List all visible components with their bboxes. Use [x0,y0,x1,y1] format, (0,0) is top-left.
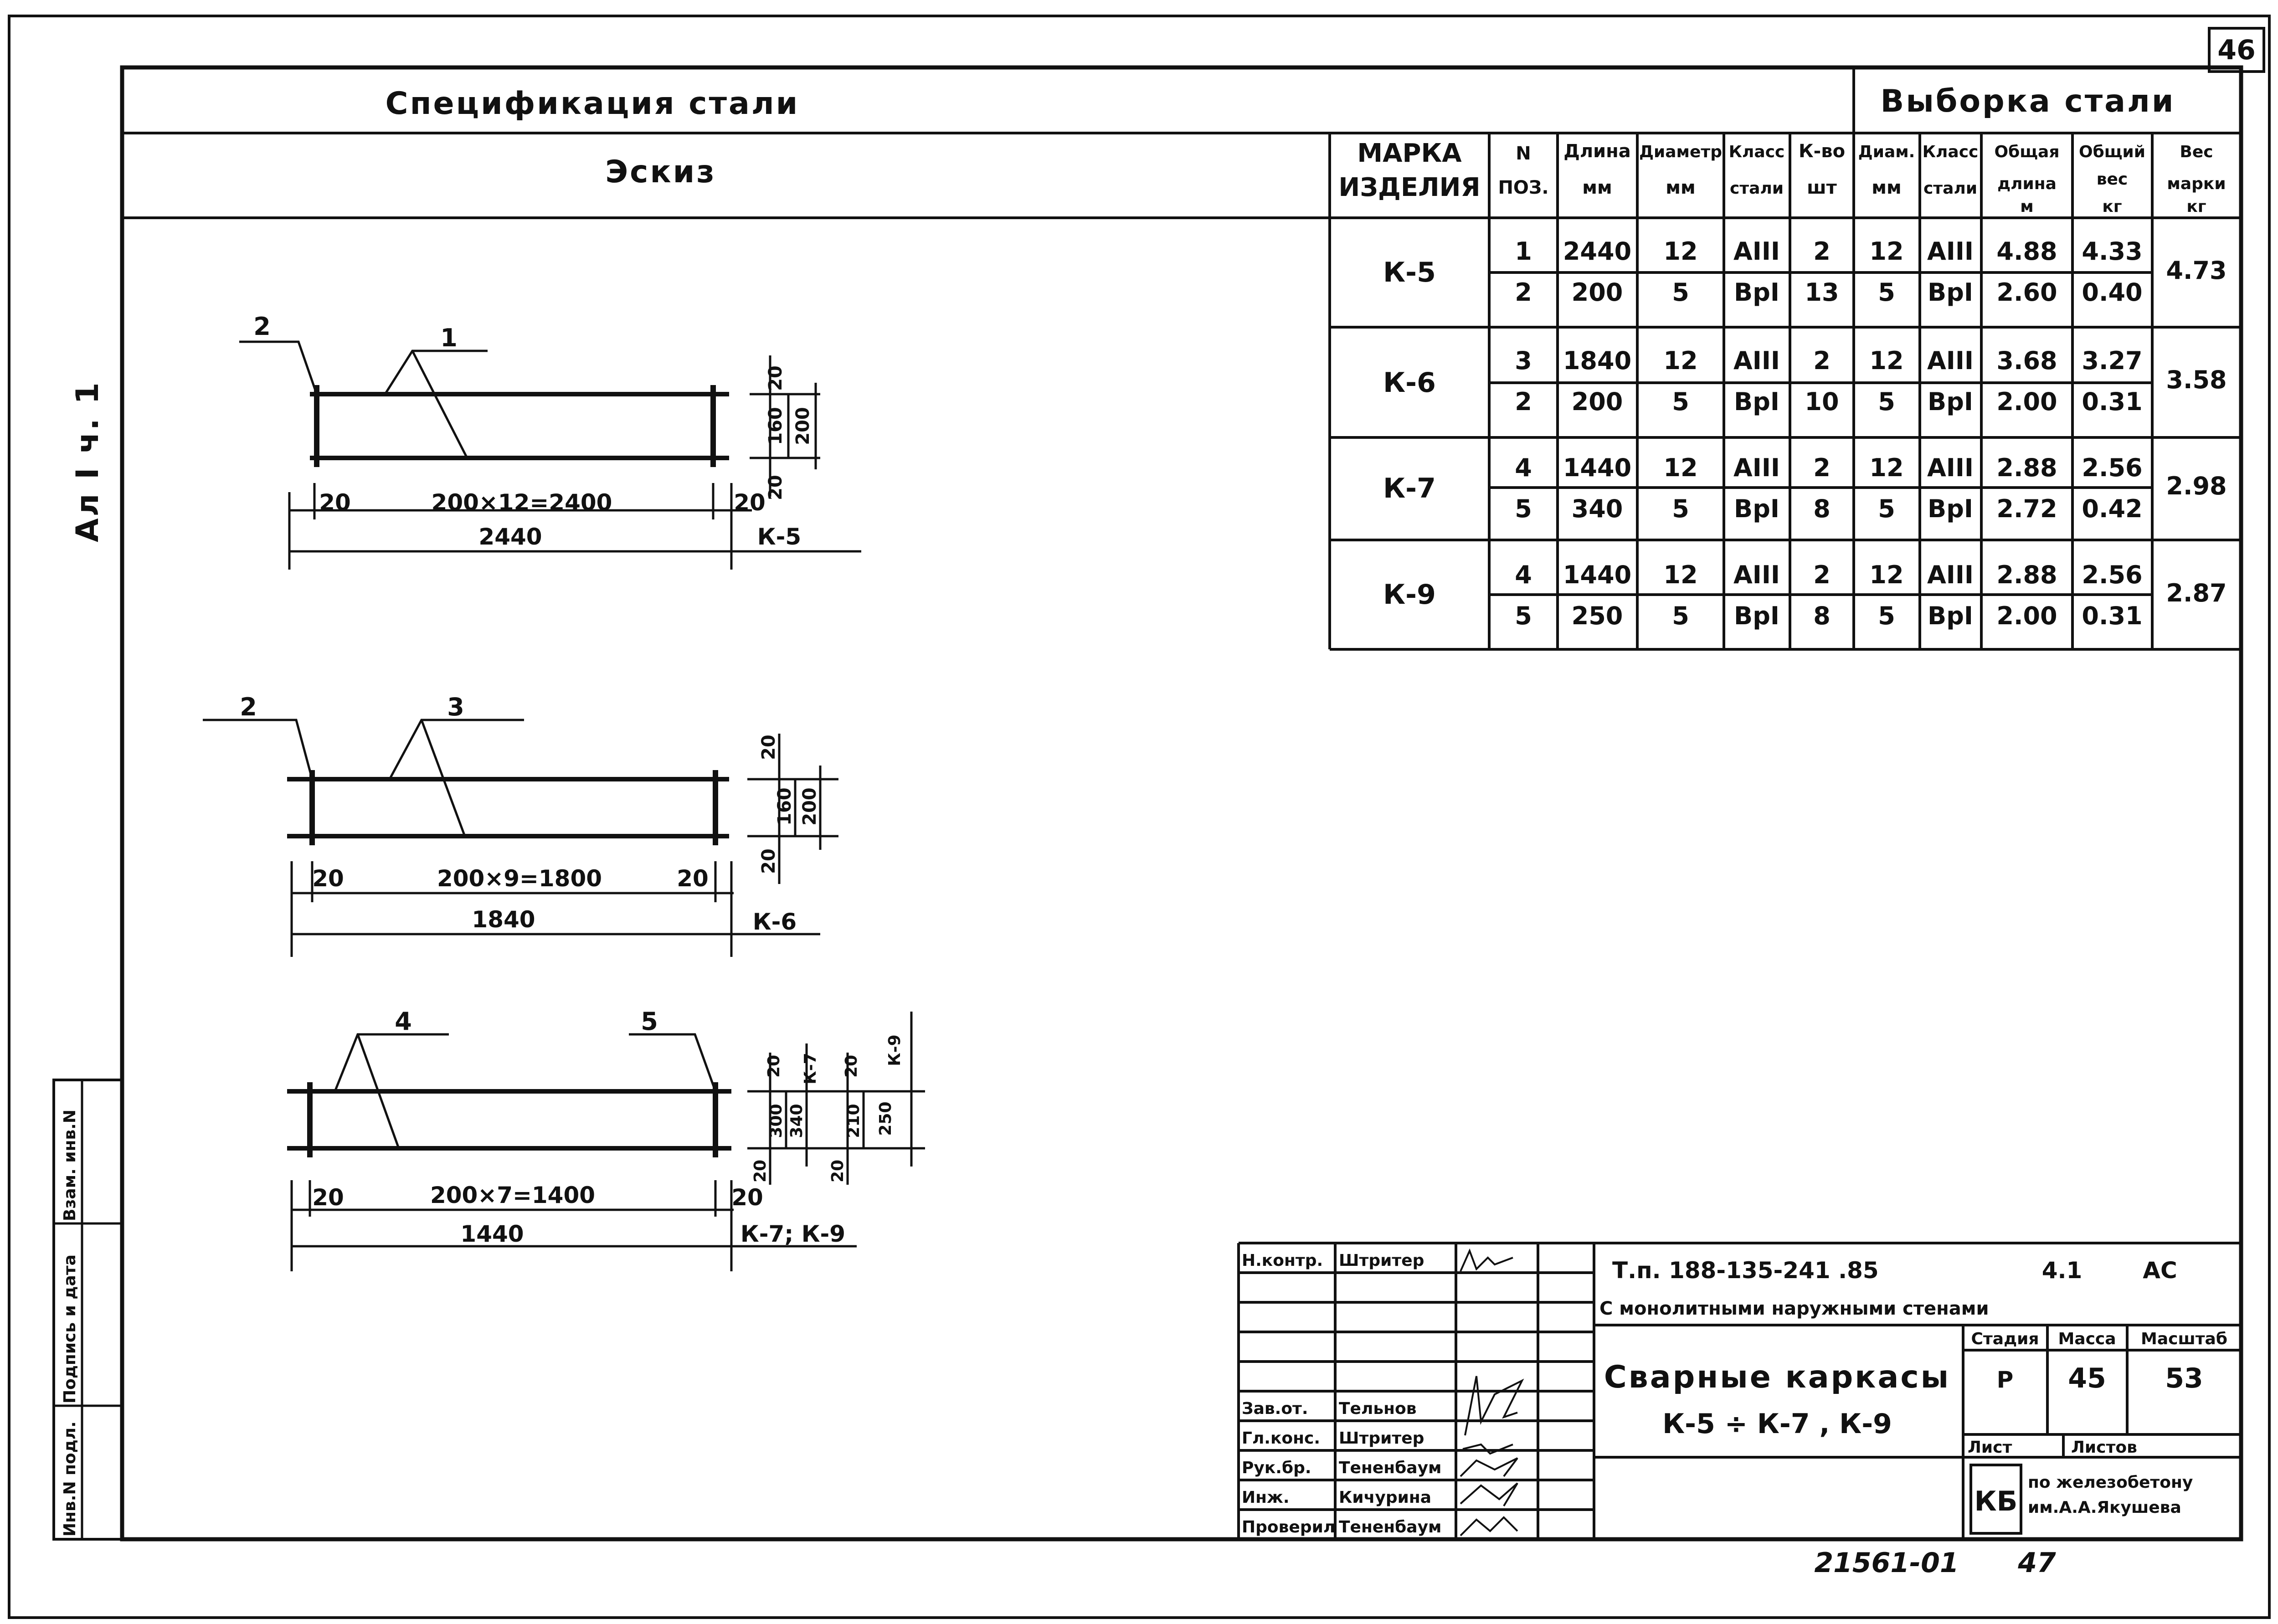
sel-mark-wt-1: Вес [2180,143,2213,161]
item-length: 200 [1571,387,1623,416]
mark-weight-cell: 4.73 [2166,256,2227,285]
staff-name: Тененбаум [1339,1518,1442,1537]
drawing-title-2: К-5 ÷ К-7 , К-9 [1662,1408,1892,1440]
sel-class-2: стали [1923,179,1978,198]
title-description: С монолитными наружными стенами [1599,1298,1989,1319]
col-mark-2: ИЗДЕЛИЯ [1338,173,1481,202]
item-total-length: 2.88 [1996,560,2057,589]
item-dia: 5 [1672,494,1689,523]
item-dia: 5 [1672,601,1689,630]
sketch3-leader-left: 4 [395,1007,412,1036]
item-sel-class: AIII [1927,560,1974,589]
sheet-label: Лист [1968,1438,2012,1457]
sel-total-wt-2: вес [2096,170,2128,189]
sketch3-right-end: 20 [731,1184,763,1211]
sketch2-v-total: 200 [799,787,820,826]
staff-name: Тененбаум [1339,1459,1442,1477]
item-dia: 12 [1663,560,1698,589]
signatures [1460,1251,1522,1536]
item-total-length: 3.68 [1996,346,2057,375]
item-class: AIII [1733,560,1780,589]
mark-cell: К-9 [1383,579,1436,611]
sketch3-leader-right: 5 [641,1007,658,1036]
item-class: BpI [1734,494,1779,523]
sketch1-v-bot: 20 [765,475,786,500]
item-qty: 8 [1813,494,1831,523]
sel-class-1: Класс [1922,143,1979,161]
col-length-2: мм [1582,177,1612,198]
sketch2-v-top: 20 [758,735,779,760]
item-total-length: 2.72 [1996,494,2057,523]
sel-mark-wt-2: марки [2167,175,2226,193]
item-sel-dia: 12 [1869,453,1904,482]
org-logo [1971,1465,2021,1533]
sketch3-v2-total: 250 [876,1101,895,1136]
sketch1-v-total: 200 [792,407,813,445]
sketch3-v2-mid: 210 [844,1104,863,1138]
item-dia: 5 [1672,278,1689,307]
sel-total-wt-1: Общий [2079,143,2145,161]
item-length: 200 [1571,278,1623,307]
item-sel-dia: 5 [1878,494,1895,523]
mark-cell: К-6 [1383,367,1436,399]
sketch2-total: 1840 [472,906,535,933]
mark-cell: К-7 [1383,473,1436,504]
sketch3-v-bot: 20 [751,1159,770,1183]
sketch3-v2-top: 20 [842,1054,861,1078]
item-total-length: 2.88 [1996,453,2057,482]
sketch3-v-top: 20 [765,1054,783,1078]
item-sel-class: AIII [1927,346,1974,375]
sketch1-left-end: 20 [319,489,351,516]
selection-title: Выборка стали [1880,83,2175,119]
staff-role: Н.контр. [1242,1251,1323,1270]
item-qty: 13 [1805,278,1839,307]
item-sel-dia: 5 [1878,278,1895,307]
item-total-weight: 2.56 [2082,453,2143,482]
item-total-weight: 0.31 [2082,601,2143,630]
col-dia-2: мм [1666,177,1696,198]
item-sel-class: BpI [1928,278,1973,307]
item-pos: 5 [1515,494,1532,523]
item-qty: 2 [1813,346,1831,375]
side-vzam-inv: Взам. инв.N [61,1110,79,1221]
title-code: Т.п. 188-135-241 .85 [1612,1257,1879,1284]
col-mark-1: МАРКА [1357,139,1462,168]
item-total-weight: 0.40 [2082,278,2143,307]
spec-data-rows [1383,256,2227,611]
org-line-2: им.А.А.Якушева [2028,1498,2181,1517]
item-total-weight: 2.56 [2082,560,2143,589]
sketch-header: Эскиз [605,154,716,190]
staff-list [1242,1251,1441,1537]
item-class: AIII [1733,346,1780,375]
sketch2-span: 200×9=1800 [437,865,602,892]
staff-name: Штритер [1339,1429,1424,1448]
sketch1-v-mid: 160 [765,407,786,445]
item-class: BpI [1734,278,1779,307]
mass-value: 45 [2068,1362,2106,1394]
sketch3-total: 1440 [460,1221,524,1247]
item-length: 1440 [1563,453,1632,482]
col-length-1: Длина [1563,141,1631,162]
selection-column-headers [1858,143,2226,216]
item-dia: 5 [1672,387,1689,416]
sketch1-total: 2440 [478,524,542,550]
staff-role: Инж. [1242,1488,1290,1507]
sketch1-leader-left: 2 [253,312,271,341]
item-qty: 2 [1813,560,1831,589]
item-pos: 1 [1515,237,1532,266]
item-total-weight: 3.27 [2082,346,2143,375]
title-doc: АС [2143,1257,2177,1284]
scale-value: 53 [2165,1362,2203,1394]
sketch3-span: 200×7=1400 [430,1182,596,1208]
org-line-1: по железобетону [2028,1473,2193,1492]
item-length: 1840 [1563,346,1632,375]
item-total-length: 2.00 [1996,601,2057,630]
item-total-length: 4.88 [1996,237,2057,266]
item-length: 340 [1571,494,1623,523]
col-class-1: Класс [1728,143,1785,161]
item-class: AIII [1733,453,1780,482]
staff-role: Гл.конс. [1242,1429,1321,1448]
item-total-weight: 4.33 [2082,237,2143,266]
item-sel-class: BpI [1928,387,1973,416]
stage-label: Стадия [1971,1330,2039,1348]
item-sel-class: BpI [1928,601,1973,630]
mark-cell: К-5 [1383,257,1436,288]
item-sel-class: AIII [1927,237,1974,266]
staff-name: Тельнов [1339,1399,1417,1418]
archive-number: 21561-01 [1814,1547,1959,1579]
item-sel-dia: 12 [1869,237,1904,266]
sketch2-left-end: 20 [312,865,344,892]
staff-role: Рук.бр. [1242,1459,1311,1477]
sketch2-v-mid: 160 [774,787,795,826]
item-class: AIII [1733,237,1780,266]
item-qty: 2 [1813,453,1831,482]
sketch3-v2-mark: К-9 [885,1034,904,1066]
sketch1-v-top: 20 [765,365,786,391]
item-sel-dia: 12 [1869,560,1904,589]
item-dia: 12 [1663,237,1698,266]
col-qty-2: шт [1807,177,1837,198]
item-pos: 2 [1515,387,1532,416]
item-sel-dia: 5 [1878,601,1895,630]
item-sel-class: AIII [1927,453,1974,482]
item-pos: 5 [1515,601,1532,630]
sketch3-v-mid: 300 [767,1104,786,1138]
col-dia-1: Диаметр [1639,143,1723,161]
sketch2-leader-left: 2 [240,693,257,721]
item-pos: 2 [1515,278,1532,307]
sketch3-v2-bot: 20 [828,1159,847,1183]
mark-weight-cell: 2.98 [2166,472,2227,500]
drawing-title-1: Сварные каркасы [1604,1359,1951,1395]
sketch1-span: 200×12=2400 [431,489,612,516]
spec-title: Спецификация стали [385,86,800,122]
item-class: BpI [1734,601,1779,630]
mass-label: Масса [2058,1330,2116,1348]
sketch1-right-end: 20 [734,489,766,516]
org-logo-text: КБ [1974,1485,2018,1517]
item-class: BpI [1734,387,1779,416]
stage-value: Р [1996,1367,2014,1393]
sketch3-label: К-7; К-9 [740,1221,846,1247]
sel-total-len-2: длина [1997,175,2057,193]
item-dia: 12 [1663,453,1698,482]
sketch2-leader-right: 3 [447,693,464,721]
col-pos-1: N [1516,143,1531,164]
side-podpis-data: Подпись и дата [61,1254,79,1403]
sketch3-v-mark: К-7 [801,1053,820,1084]
spec-column-headers [1338,139,1845,202]
side-inv-podl: Инв.N подл. [61,1421,79,1537]
sheets-label: Листов [2071,1438,2137,1457]
title-section: 4.1 [2041,1257,2083,1284]
item-length: 1440 [1563,560,1632,589]
sel-total-wt-3: кг [2102,197,2122,216]
item-qty: 8 [1813,601,1831,630]
sel-dia-2: мм [1872,177,1902,198]
sketch3-left-end: 20 [312,1184,344,1211]
item-pos: 4 [1515,560,1532,589]
item-sel-dia: 12 [1869,346,1904,375]
scale-label: Масштаб [2141,1330,2227,1348]
sketch1-label: К-5 [757,524,802,550]
item-total-weight: 0.42 [2082,494,2143,523]
sel-mark-wt-3: кг [2186,197,2206,216]
item-length: 2440 [1563,237,1632,266]
mark-weight-cell: 2.87 [2166,579,2227,607]
item-total-weight: 0.31 [2082,387,2143,416]
item-pos: 4 [1515,453,1532,482]
item-length: 250 [1571,601,1623,630]
col-qty-1: К-во [1798,141,1846,162]
staff-name: Штритер [1339,1251,1424,1270]
sketch2-right-end: 20 [677,865,709,892]
archive-page: 47 [2018,1547,2056,1579]
staff-role: Проверил [1242,1518,1336,1537]
sheet-number: 46 [2217,34,2256,66]
spec-item-rows [1515,237,2142,630]
sketch2-label: К-6 [752,909,797,935]
sketch3-v-total: 340 [787,1104,806,1138]
item-total-length: 2.00 [1996,387,2057,416]
left-stamp: Ал I ч. 1 [70,380,106,542]
item-qty: 2 [1813,237,1831,266]
sel-total-len-3: м [2020,197,2034,216]
item-dia: 12 [1663,346,1698,375]
col-class-2: стали [1729,179,1784,198]
mark-weight-cell: 3.58 [2166,365,2227,394]
item-pos: 3 [1515,346,1532,375]
sketch1-leader-right: 1 [440,324,458,352]
item-total-length: 2.60 [1996,278,2057,307]
item-qty: 10 [1805,387,1839,416]
item-sel-dia: 5 [1878,387,1895,416]
side-approval-strip [54,1080,122,1539]
col-pos-2: ПОЗ. [1498,177,1549,198]
item-sel-class: BpI [1928,494,1973,523]
sel-total-len-1: Общая [1994,143,2060,161]
sketch2-v-bot: 20 [758,848,779,874]
staff-role: Зав.от. [1242,1399,1308,1418]
staff-name: Кичурина [1339,1488,1431,1507]
sel-dia-1: Диам. [1858,143,1915,161]
